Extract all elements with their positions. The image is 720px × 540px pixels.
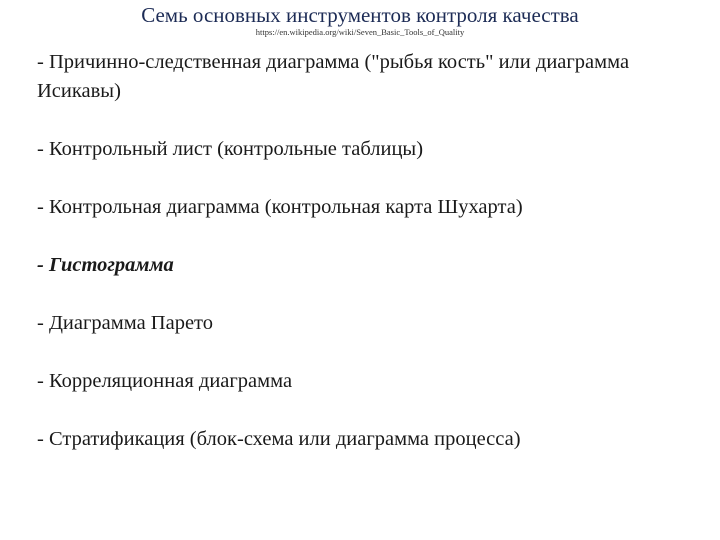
- list-item: - Контрольный лист (контрольные таблицы): [37, 138, 424, 160]
- slide-title: Семь основных инструментов контроля качества: [141, 3, 579, 27]
- list-item-highlighted: - Гистограмма: [37, 254, 174, 276]
- list-item: - Стратификация (блок-схема или диаграмма процесса): [37, 428, 521, 450]
- list-item: - Контрольная диаграмма (контрольная карта Шухарта): [37, 196, 523, 218]
- list-item: - Диаграмма Парето: [37, 312, 213, 334]
- bullet-list: [37, 48, 697, 483]
- source-url: https://en.wikipedia.org/wiki/Seven_Basic_Tools_of_Quality: [255, 27, 465, 37]
- list-item: - Корреляционная диаграмма: [37, 370, 293, 392]
- list-item: - Причинно-следственная диаграмма ("рыбья кость" или диаграмма Исикавы): [37, 51, 630, 102]
